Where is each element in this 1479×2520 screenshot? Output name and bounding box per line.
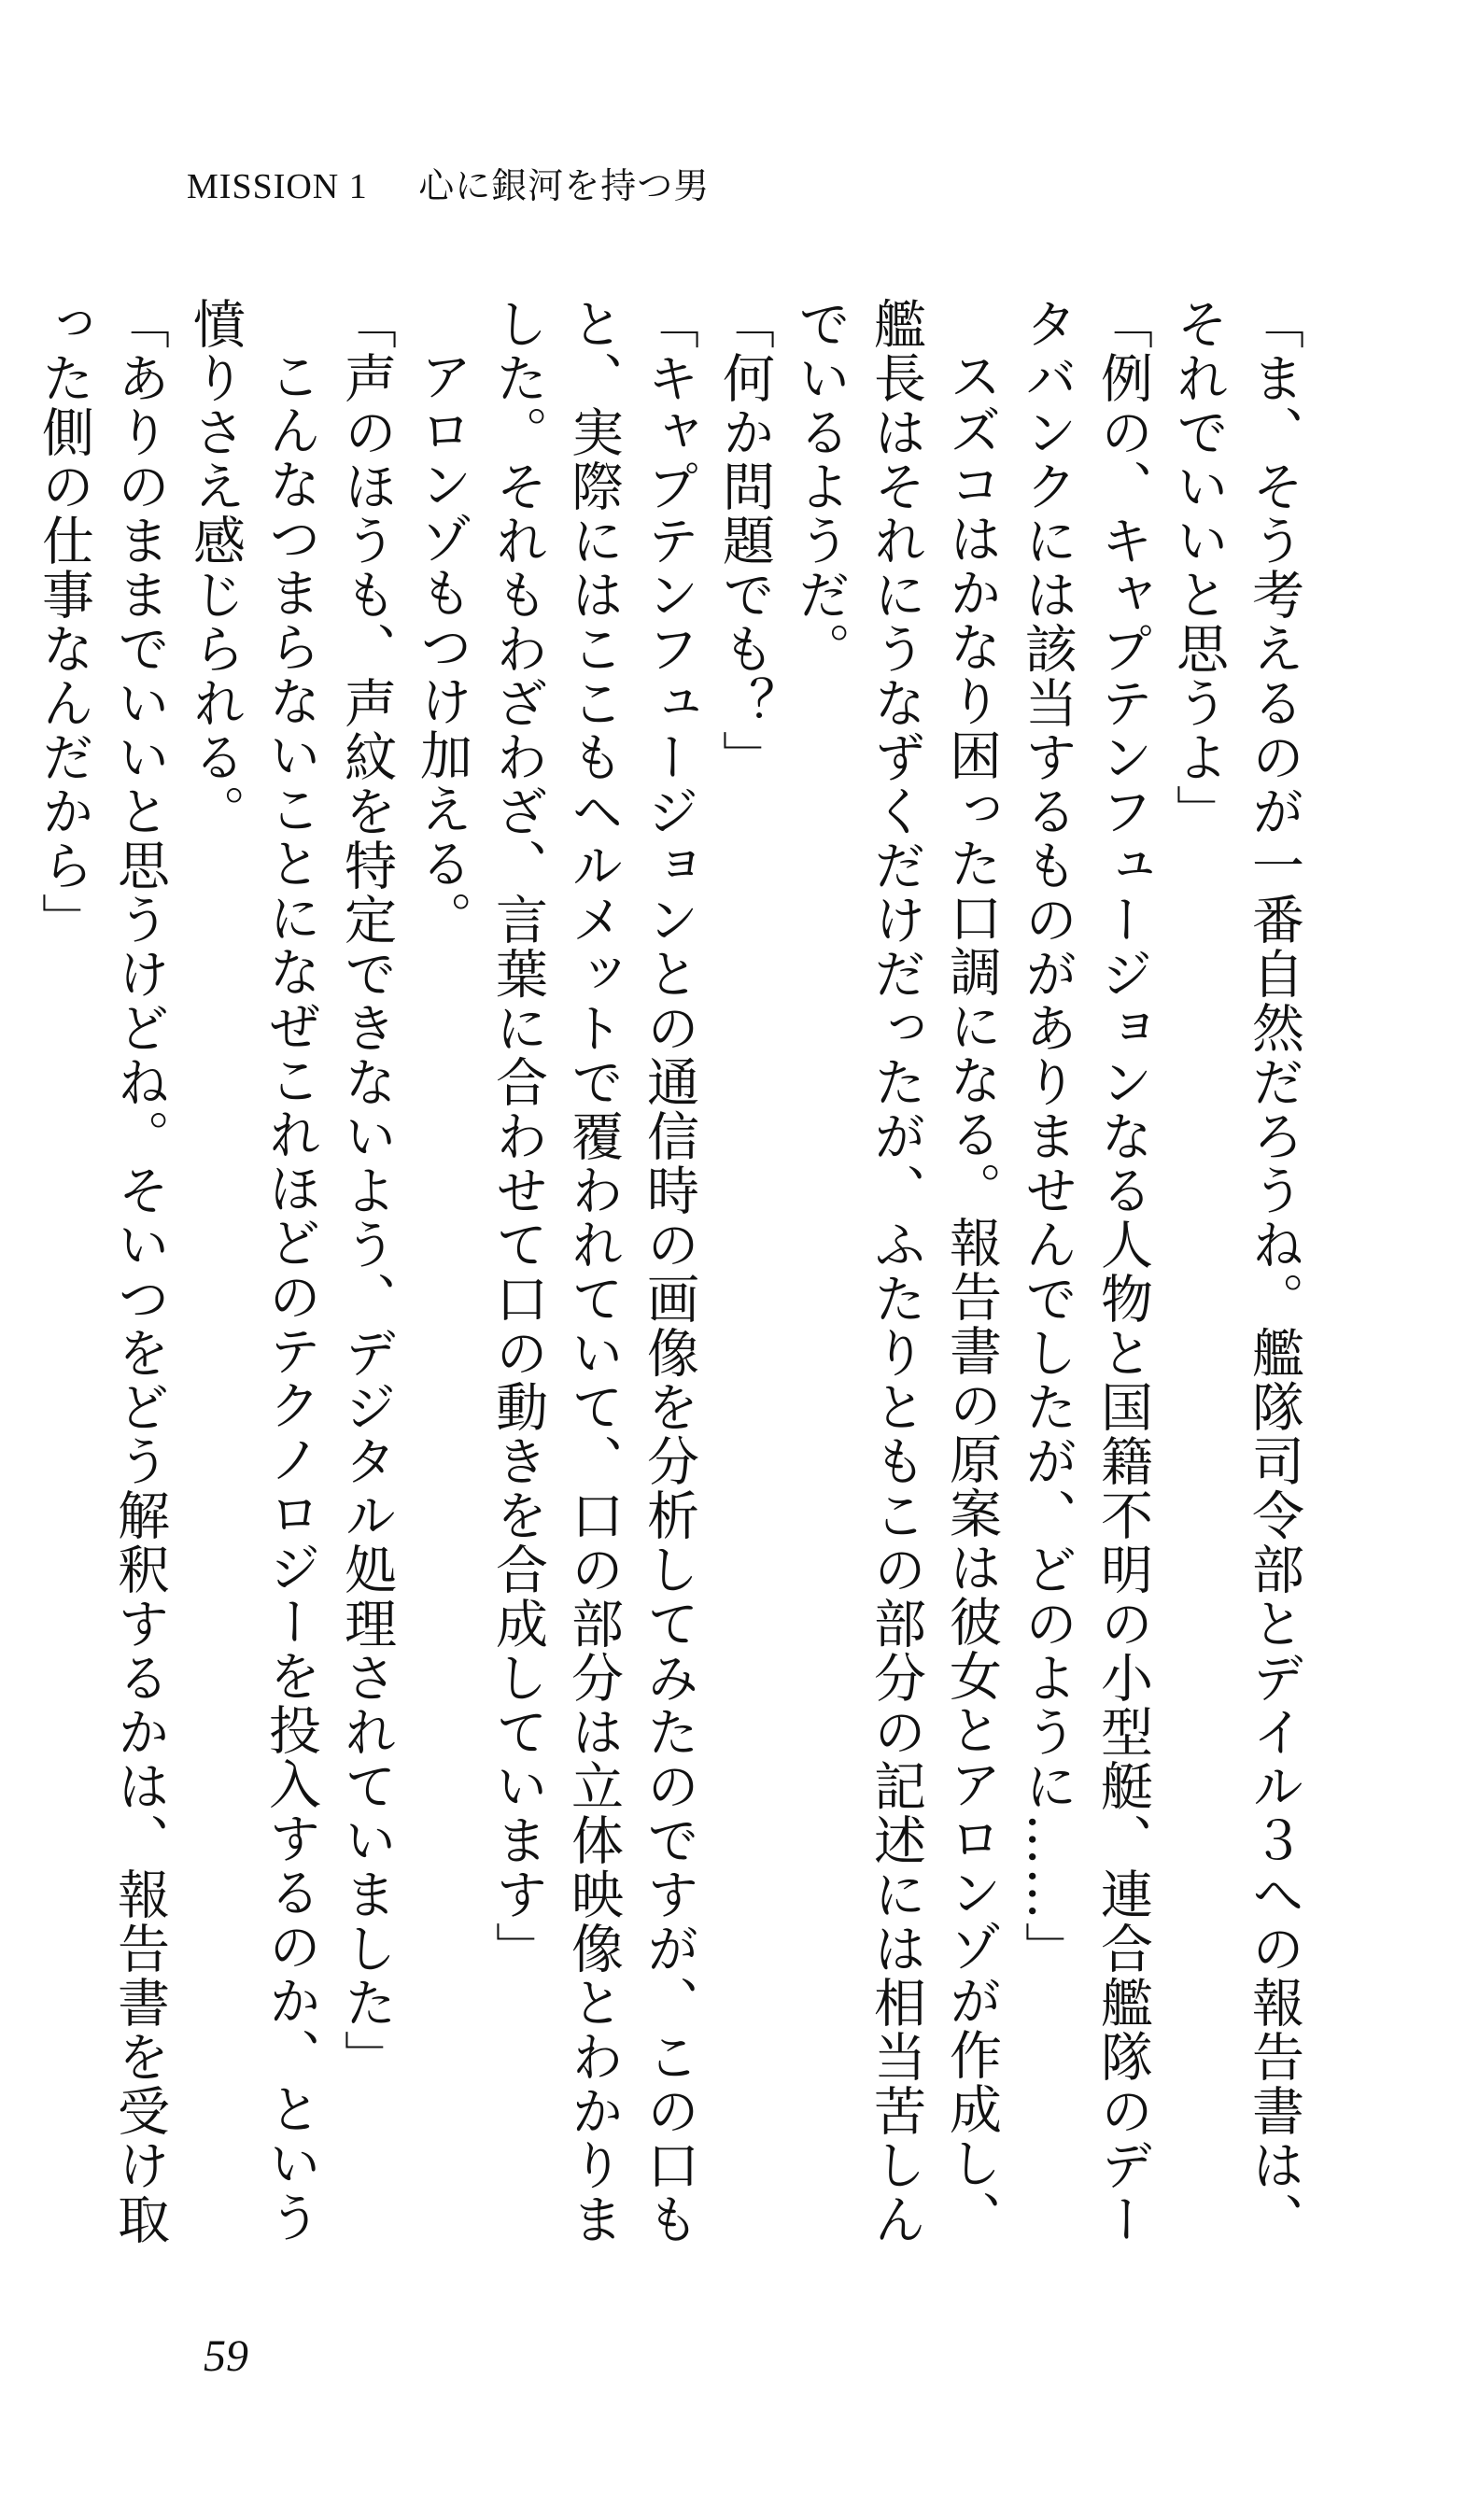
paragraph: 「ま、そう考えるのが一番自然だろうね。艦隊司令部とデイル３への報告書は、それでいいと思うよ」 bbox=[1168, 297, 1304, 2246]
paragraph: 「例の、キャプテンフュージョンなる人物と国籍不明の小型艇、連合艦隊のデータバンクには該当するものがありませんでしたが、どのように……」 bbox=[1017, 297, 1153, 2246]
chapter-label: MISSION 1 bbox=[187, 167, 368, 206]
paragraph: 「キャプテンフュージョンとの通信時の画像を分析してみたのですが、この口もと、実際にはここもヘルメットで覆われていて、口の部分は立体映像とわかりました。それもわざわざ、言葉に合わせて口の動きを合成しています」 bbox=[487, 297, 699, 2246]
paragraph: 「声のほうも、声紋を特定できないよう、デジタル処理されていました」 bbox=[336, 297, 397, 2084]
paragraph: こんなつまらないことになぜこれほどのテクノロジーを投入するのか、という憤りさえ感じられる。 bbox=[185, 297, 321, 2245]
chapter-title: 心に銀河を持つ男 bbox=[418, 167, 711, 206]
paragraph: 「何か問題でも？」 bbox=[714, 297, 775, 784]
paragraph: 「ありのままでいいと思うけどね。そいつをどう解釈するかは、報告書を受け取った側の仕事なんだから」 bbox=[34, 297, 170, 2246]
paragraph: アロンゾもつけ加える。 bbox=[412, 349, 472, 945]
body-text bbox=[34, 297, 1312, 2248]
paragraph: スズコはかなり困った口調になる。報告書の原案は彼女とアロンゾが作成し、艦長はそれにうなずくだけだったが、ふたりともこの部分の記述には相当苦しんでいるようだ。 bbox=[790, 297, 1002, 2246]
page-number: 59 bbox=[204, 2331, 248, 2381]
running-head bbox=[187, 157, 710, 208]
